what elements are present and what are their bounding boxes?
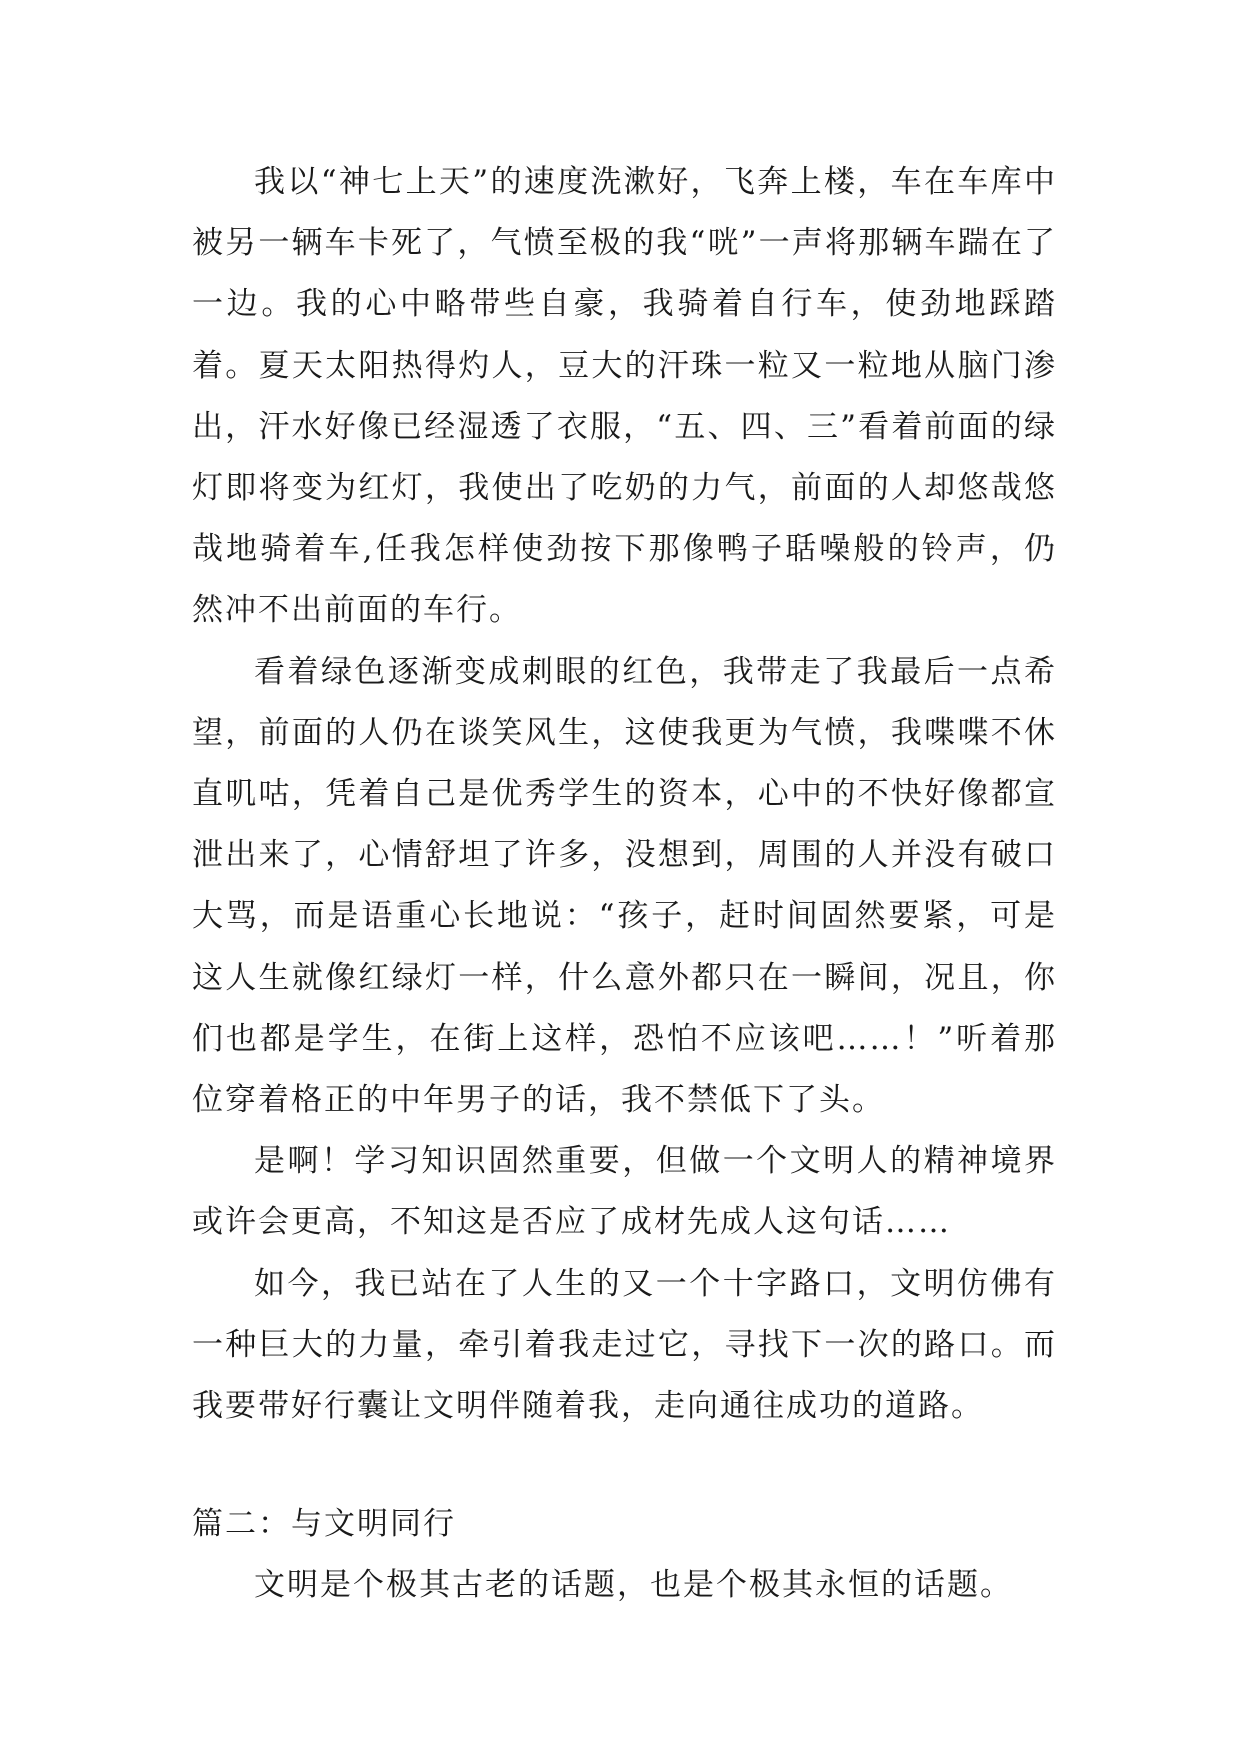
paragraph-4: 如今，我已站在了人生的又一个十字路口，文明仿佛有一种巨大的力量，牵引着我走过它，寻找下一次的路口。而我要带好行囊让文明伴随着我，走向通往成功的道路。 xyxy=(192,1265,1057,1425)
section-heading: 篇二：与文明同行 xyxy=(192,1506,456,1543)
document-body xyxy=(192,152,1057,1617)
section-paragraph: 文明是个极其古老的话题，也是个极其永恒的话题。 xyxy=(254,1567,1013,1604)
paragraph-1: 我以“神七上天”的速度洗漱好，飞奔上楼，车在车库中被另一辆车卡死了，气愤至极的我“咣”一声将那辆车踹在了一边。我的心中略带些自豪，我骑着自行车，使劲地踩踏着。夏天太阳热得灼人，豆大的汗珠一粒又一粒地从脑门渗出，汗水好像已经湿透了衣服，“五、四、三”看着前面的绿灯即将变为红灯，我使出了吃奶的力气，前面的人却悠哉悠哉地骑着车,任我怎样使劲按下那像鸭子聒噪般的铃声，仍然冲不出前面的车行。 xyxy=(192,164,1057,629)
paragraph-2: 看着绿色逐渐变成刺眼的红色，我带走了我最后一点希望，前面的人仍在谈笑风生，这使我更为气愤，我喋喋不休直叽咕，凭着自己是优秀学生的资本，心中的不快好像都宣泄出来了，心情舒坦了许多，没想到，周围的人并没有破口大骂，而是语重心长地说：“孩子，赶时间固然要紧，可是这人生就像红绿灯一样，什么意外都只在一瞬间，况且，你们也都是学生，在街上这样，恐怕不应该吧……！”听着那位穿着格正的中年男子的话，我不禁低下了头。 xyxy=(192,653,1057,1119)
paragraph-3: 是啊！学习知识固然重要，但做一个文明人的精神境界或许会更高，不知这是否应了成材先成人这句话…… xyxy=(192,1143,1057,1241)
